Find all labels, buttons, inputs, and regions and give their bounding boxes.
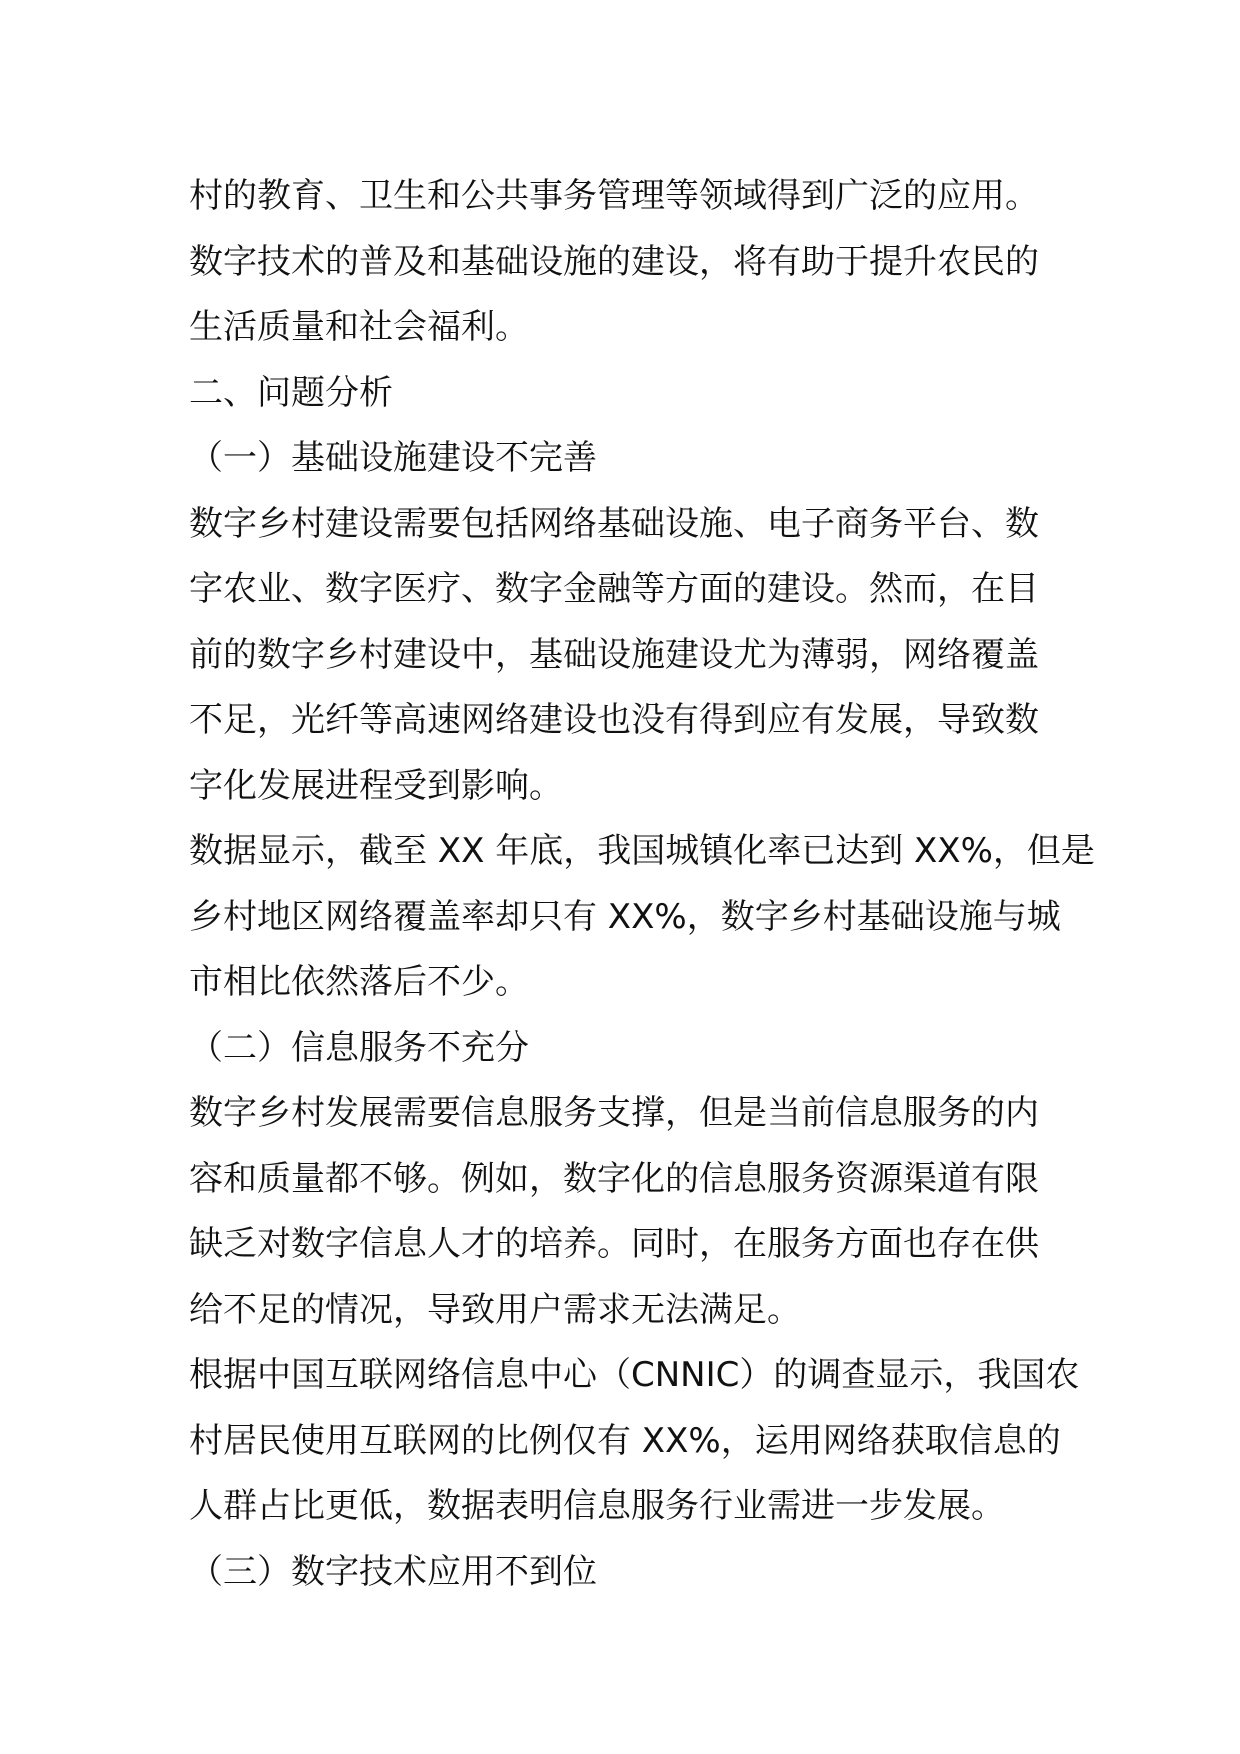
body-text-line: 给不足的情况，导致用户需求无法满足。: [189, 1289, 801, 1330]
document-body: [189, 164, 1095, 1605]
body-text-line: 数据显示，截至 XX 年底，我国城镇化率已达到 XX%，但是: [189, 831, 1095, 871]
body-text-line: 字农业、数字医疗、数字金融等方面的建设。然而，在目: [189, 569, 1039, 609]
subsection-heading: （二）信息服务不充分: [189, 1027, 529, 1068]
body-text-line: 不足，光纤等高速网络建设也没有得到应有发展，导致数: [189, 700, 1039, 740]
body-text-line: 村的教育、卫生和公共事务管理等领域得到广泛的应用。: [189, 176, 1039, 216]
body-text-line: 数字技术的普及和基础设施的建设，将有助于提升农民的: [189, 241, 1039, 282]
section-heading: 二、问题分析: [189, 372, 393, 413]
body-text-line: 人群占比更低，数据表明信息服务行业需进一步发展。: [189, 1486, 1005, 1526]
body-text-line: 数字乡村发展需要信息服务支撑，但是当前信息服务的内: [189, 1093, 1039, 1133]
subsection-heading: （一）基础设施建设不完善: [189, 438, 597, 478]
body-text-line: 村居民使用互联网的比例仅有 XX%，运用网络获取信息的: [189, 1420, 1061, 1461]
subsection-heading: （三）数字技术应用不到位: [189, 1551, 597, 1592]
body-text-line: 乡村地区网络覆盖率却只有 XX%，数字乡村基础设施与城: [189, 896, 1061, 937]
body-text-line: 字化发展进程受到影响。: [189, 765, 563, 806]
body-text-line: 根据中国互联网络信息中心（CNNIC）的调查显示，我国农: [189, 1355, 1080, 1395]
body-text-line: 容和质量都不够。例如，数字化的信息服务资源渠道有限: [189, 1158, 1039, 1199]
body-text-line: 生活质量和社会福利。: [189, 307, 529, 347]
body-text-line: 数字乡村建设需要包括网络基础设施、电子商务平台、数: [189, 503, 1039, 544]
body-text-line: 市相比依然落后不少。: [189, 962, 529, 1002]
body-text-line: 前的数字乡村建设中，基础设施建设尤为薄弱，网络覆盖: [189, 634, 1039, 675]
body-text-line: 缺乏对数字信息人才的培养。同时，在服务方面也存在供: [189, 1224, 1039, 1264]
